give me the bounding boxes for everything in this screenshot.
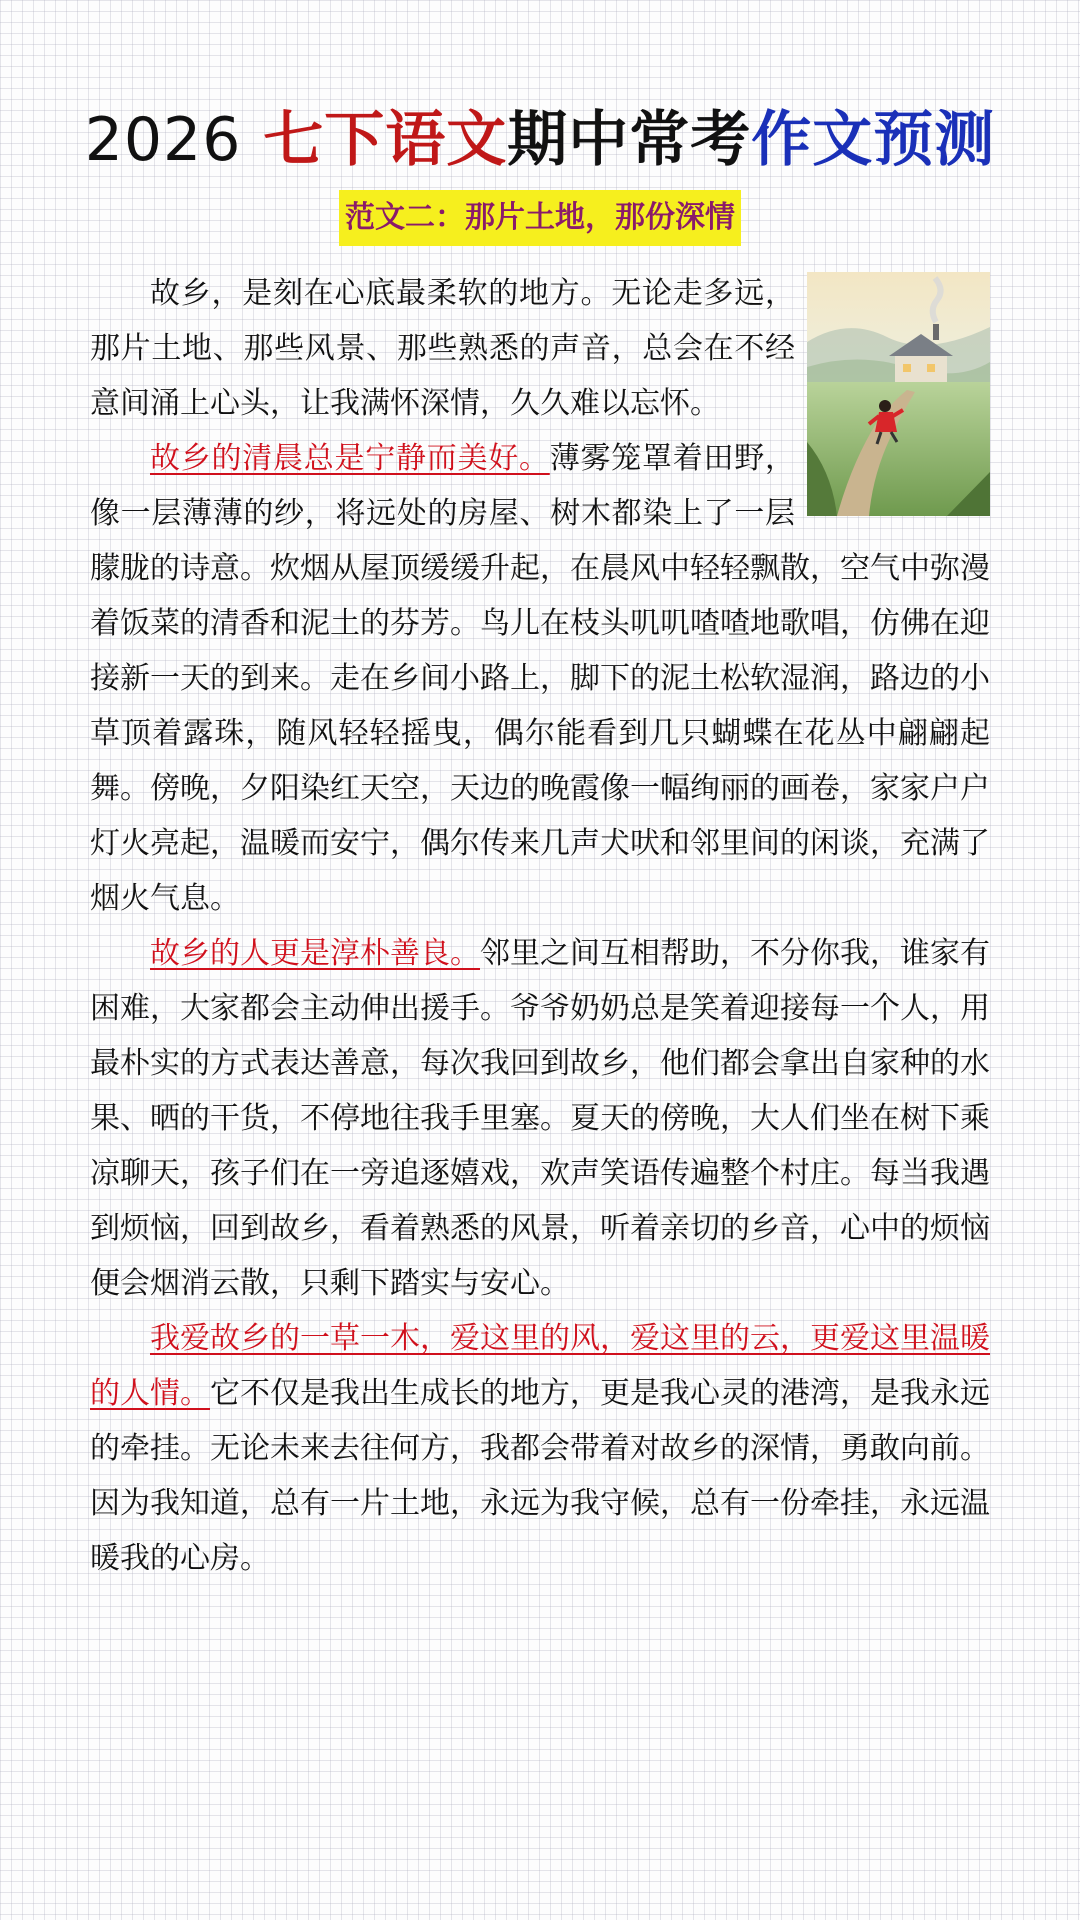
paragraph-3-highlight: 故乡的人更是淳朴善良。 [150, 936, 480, 971]
paragraph-2-highlight: 故乡的清晨总是宁静而美好。 [150, 441, 550, 476]
subtitle-container [0, 190, 1080, 246]
essay-subtitle: 范文二：那片土地，那份深情 [339, 190, 741, 246]
page-title [0, 100, 1080, 180]
paragraph-4-highlight: 我爱故乡的一草一木，爱这里的风，爱这里的云，更爱这里温暖的人情。 [90, 1321, 990, 1411]
title-red-part: 七下语文 [263, 105, 508, 175]
paragraph-4-body: 它不仅是我出生成长的地方，更是我心灵的港湾，是我永远的牵挂。无论未来去往何方，我都会带着对故乡的深情，勇敢向前。因为我知道，总有一片土地，永远为我守候，总有一份牵挂，永远温暖我的心房。 [90, 1376, 990, 1576]
essay-body [90, 266, 990, 1586]
paragraph-3 [90, 926, 990, 1311]
countryside-child-running-illustration [807, 272, 990, 516]
paragraph-4 [90, 1311, 990, 1586]
paragraph-1: 故乡，是刻在心底最柔软的地方。无论走多远，那片土地、那些风景、那些熟悉的声音，总会在不经意间涌上心头，让我满怀深情，久久难以忘怀。 [90, 276, 795, 421]
illustration-svg [807, 272, 990, 516]
title-blue-part: 作文预测 [751, 105, 996, 175]
title-black-part: 期中常考 [507, 105, 752, 175]
title-year: 2026 [84, 105, 242, 175]
paragraph-2-body: 薄雾笼罩着田野，像一层薄薄的纱，将远处的房屋、树木都染上了一层朦胧的诗意。炊烟从屋顶缓缓升起，在晨风中轻轻飘散，空气中弥漫着饭菜的清香和泥土的芬芳。鸟儿在枝头叽叽喳喳地歌唱，仿佛在迎接新一天的到来。走在乡间小路上，脚下的泥土松软湿润，路边的小草顶着露珠，随风轻轻摇曳，偶尔能看到几只蝴蝶在花丛中翩翩起舞。傍晚，夕阳染红天空，天边的晚霞像一幅绚丽的画卷，家家户户灯火亮起，温暖而安宁，偶尔传来几声犬吠和邻里间的闲谈，充满了烟火气息。 [90, 441, 990, 916]
paragraph-3-body: 邻里之间互相帮助，不分你我，谁家有困难，大家都会主动伸出援手。爷爷奶奶总是笑着迎接每一个人，用最朴实的方式表达善意，每次我回到故乡，他们都会拿出自家种的水果、晒的干货，不停地往我手里塞。夏天的傍晚，大人们坐在树下乘凉聊天，孩子们在一旁追逐嬉戏，欢声笑语传遍整个村庄。每当我遇到烦恼，回到故乡，看着熟悉的风景，听着亲切的乡音，心中的烦恼便会烟消云散，只剩下踏实与安心。 [90, 936, 990, 1301]
